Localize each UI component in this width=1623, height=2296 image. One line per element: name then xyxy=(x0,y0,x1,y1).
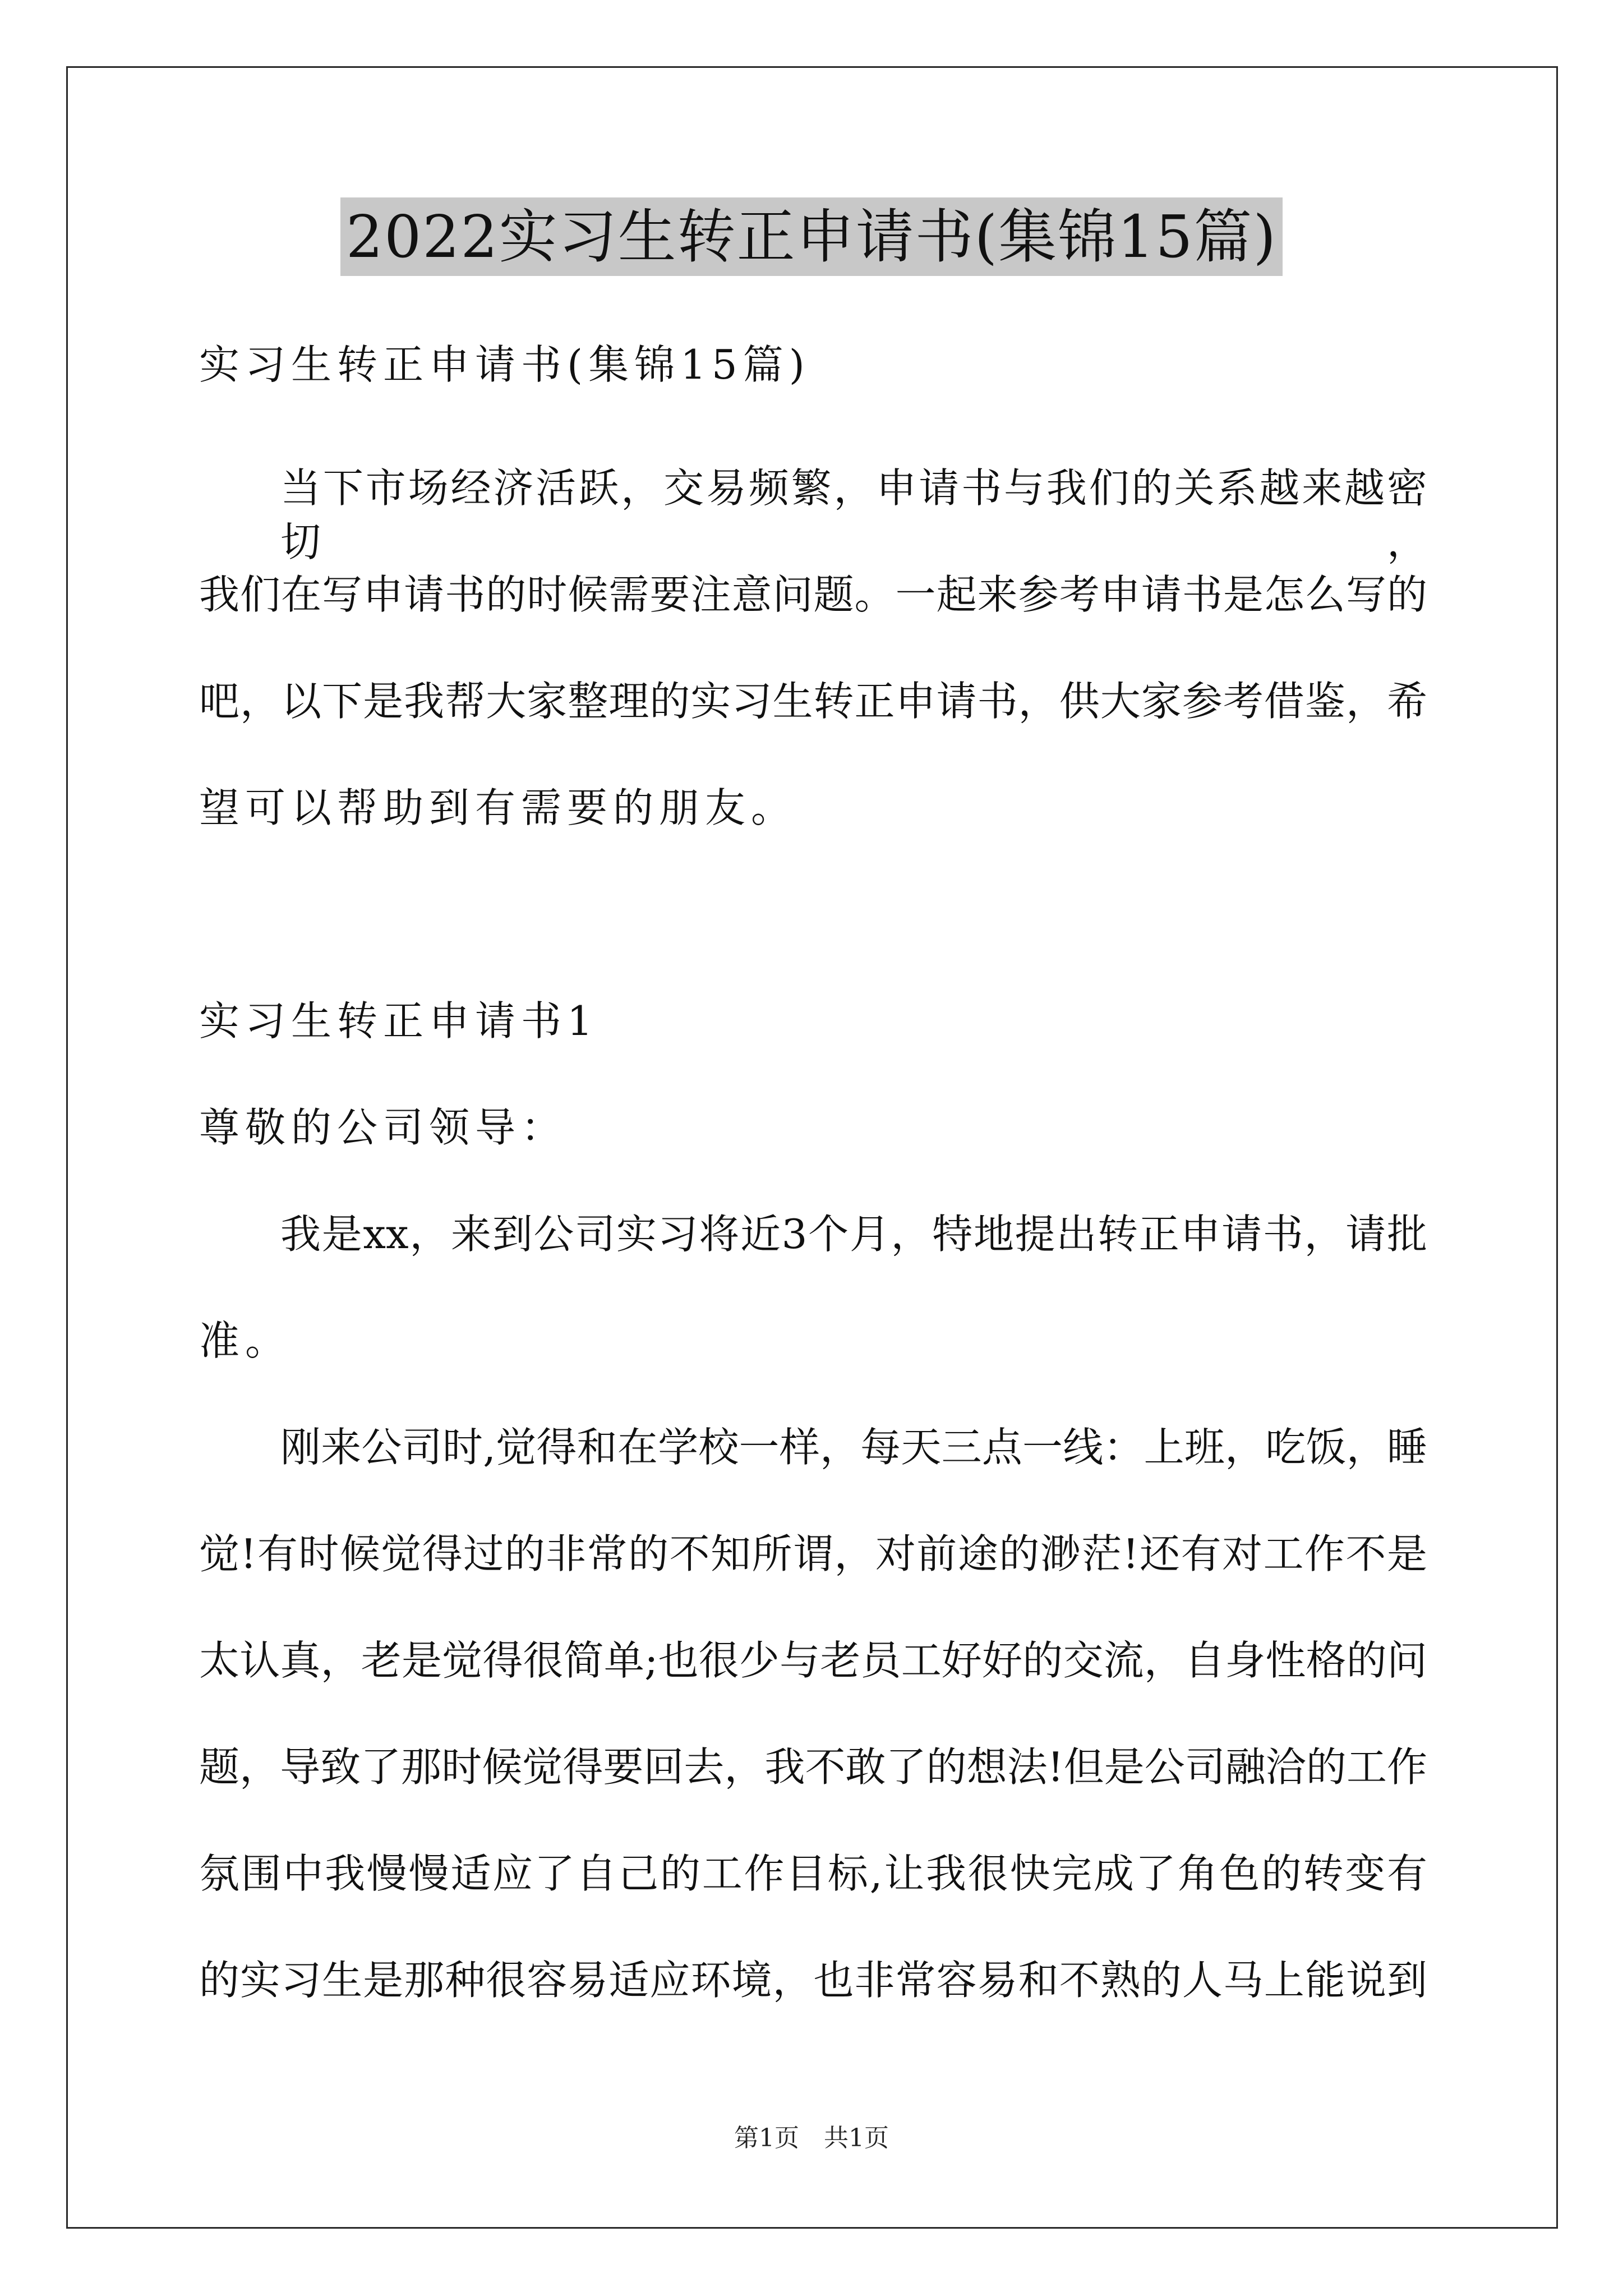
para2-line-6: 的实习生是那种很容易适应环境，也非常容易和不熟的人马上能说到 xyxy=(199,1957,1427,2004)
para2-line-4: 题，导致了那时候觉得要回去，我不敢了的想法!但是公司融洽的工作 xyxy=(199,1743,1427,1791)
para2-line-2: 觉!有时候觉得过的非常的不知所谓，对前途的渺茫!还有对工作不是 xyxy=(199,1530,1427,1577)
para2-line-1: 刚来公司时,觉得和在学校一样，每天三点一线：上班，吃饭，睡 xyxy=(280,1424,1427,1471)
section-heading: 实习生转正申请书1 xyxy=(199,997,598,1045)
intro-line-4: 望可以帮助到有需要的朋友。 xyxy=(199,784,797,831)
subtitle-line: 实习生转正申请书(集锦15篇) xyxy=(199,341,810,388)
intro-line-1: 当下市场经济活跃，交易频繁，申请书与我们的关系越来越密切， xyxy=(280,464,1427,565)
para1-line-1: 我是xx，来到公司实习将近3个月，特地提出转正申请书，请批 xyxy=(280,1211,1427,1258)
title-container xyxy=(0,197,1623,276)
para2-line-3: 太认真，老是觉得很简单;也很少与老员工好好的交流，自身性格的问 xyxy=(199,1637,1427,1684)
intro-line-3: 吧，以下是我帮大家整理的实习生转正申请书，供大家参考借鉴，希 xyxy=(199,678,1427,725)
page-footer: 第1页 共1页 xyxy=(734,2124,889,2152)
salutation: 尊敬的公司领导： xyxy=(199,1104,568,1151)
intro-line-2: 我们在写申请书的时候需要注意问题。一起来参考申请书是怎么写的 xyxy=(199,571,1427,618)
para2-line-5: 氛围中我慢慢适应了自己的工作目标,让我很快完成了角色的转变有 xyxy=(199,1850,1427,1897)
document-title: 2022实习生转正申请书(集锦15篇) xyxy=(340,197,1283,276)
para1-line-2: 准。 xyxy=(199,1317,292,1364)
